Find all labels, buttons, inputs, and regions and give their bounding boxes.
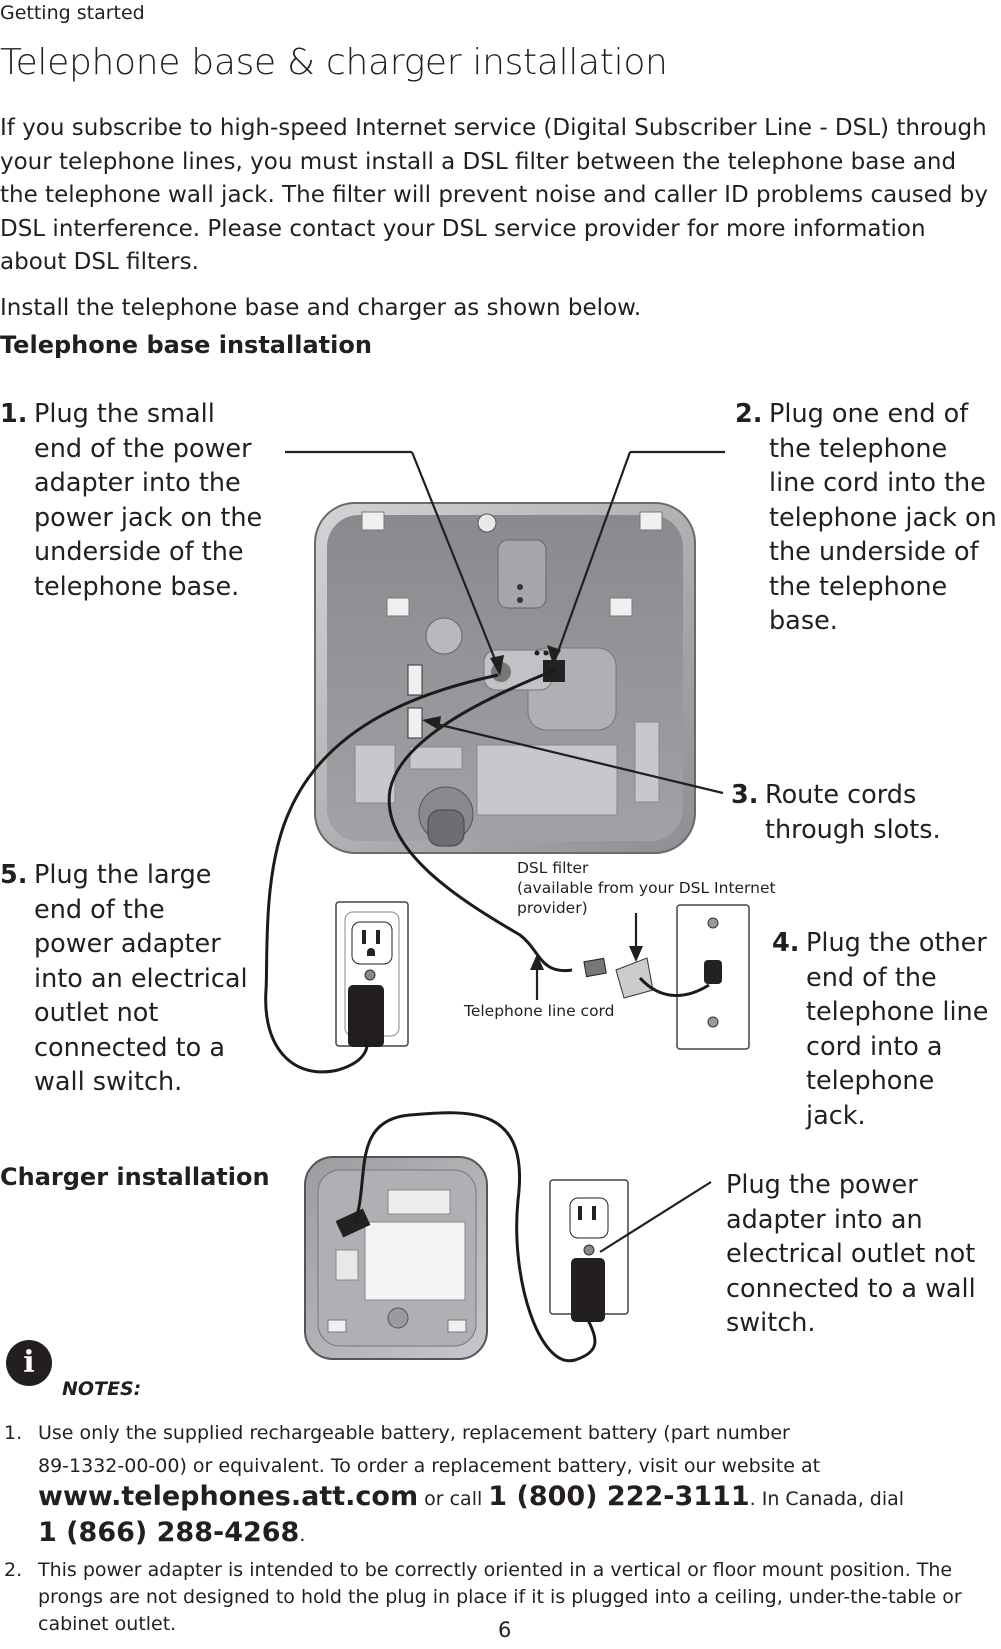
step-5-text: Plug the large end of the power adapter into an electrical outlet not connected to a wall switch. (34, 860, 248, 1097)
note-1-number: 1. (4, 1422, 23, 1444)
telephone-wall-jack (677, 905, 749, 1049)
power-outlet (336, 902, 408, 1047)
or-call-text: or call (418, 1488, 489, 1510)
page-number: 6 (498, 1618, 512, 1642)
step-2-number: 2. (735, 399, 763, 429)
note-1-line2: 89-1332-00-00) or equivalent. To order a replacement battery, visit our website at (38, 1455, 821, 1477)
intro-paragraph: If you subscribe to high-speed Internet service (Digital Subscriber Line - DSL) through your telephone lines, you must install a DSL filter between the telephone base and the telephone wall jack. The filter will prevent noise and caller ID problems caused by DSL interference. Please contact your DSL service provider for more information about DSL filters. (0, 115, 989, 275)
charger (305, 1157, 487, 1359)
step-2-text: Plug one end of the telephone line cord into the telephone jack on the underside of the telephone base. (769, 399, 997, 636)
section-label: Getting started (0, 2, 145, 24)
charger-instruction: Plug the power adapter into an electrical outlet not connected to a wall switch. (726, 1170, 976, 1338)
step-4-text: Plug the other end of the telephone line cord into a telephone jack. (806, 928, 989, 1131)
website-link[interactable]: www.telephones.att.com (38, 1481, 419, 1512)
notes-label: NOTES: (62, 1378, 142, 1400)
step-3 (731, 778, 956, 847)
canada-text: . In Canada, dial (749, 1488, 905, 1510)
note-2-number: 2. (4, 1559, 23, 1581)
note-1-line1: Use only the supplied rechargeable battery, replacement battery (part number (38, 1422, 790, 1444)
dsl-filter-note: (available from your DSL Internet provider) (517, 879, 776, 917)
phone-number: 1 (800) 222-3111 (488, 1481, 750, 1512)
step-1 (0, 397, 265, 604)
base-installation-heading: Telephone base installation (0, 331, 372, 359)
page-title: Telephone base & charger installation (0, 42, 668, 83)
step-1-number: 1. (0, 399, 28, 429)
step-4 (772, 926, 998, 1133)
note-2-text: This power adapter is intended to be correctly oriented in a vertical or floor mount position. The prongs are not designed to hold the plug in place if it is plugged into a ceiling, under-the-table or cabinet outlet. (38, 1559, 962, 1635)
charger-installation-heading: Charger installation (0, 1163, 270, 1191)
step-1-text: Plug the small end of the power adapter into the power jack on the underside of the telephone base. (34, 399, 263, 602)
dsl-filter (584, 958, 653, 998)
step-5-number: 5. (0, 860, 28, 890)
canada-phone-number: 1 (866) 288-4268 (38, 1517, 300, 1548)
step-4-number: 4. (772, 928, 800, 958)
step-3-number: 3. (731, 780, 759, 810)
step-5 (0, 858, 248, 1100)
dsl-filter-label: DSL filter (517, 859, 589, 877)
charger-outlet (550, 1180, 628, 1322)
telephone-base (315, 503, 695, 853)
step-3-text: Route cords through slots. (765, 780, 941, 845)
note-1 (4, 1420, 998, 1552)
info-icon: i (6, 1340, 52, 1386)
line-cord-label: Telephone line cord (464, 1002, 615, 1020)
note-1-end: . (299, 1524, 306, 1546)
step-2 (735, 397, 998, 639)
install-instruction: Install the telephone base and charger as shown below. (0, 295, 642, 321)
